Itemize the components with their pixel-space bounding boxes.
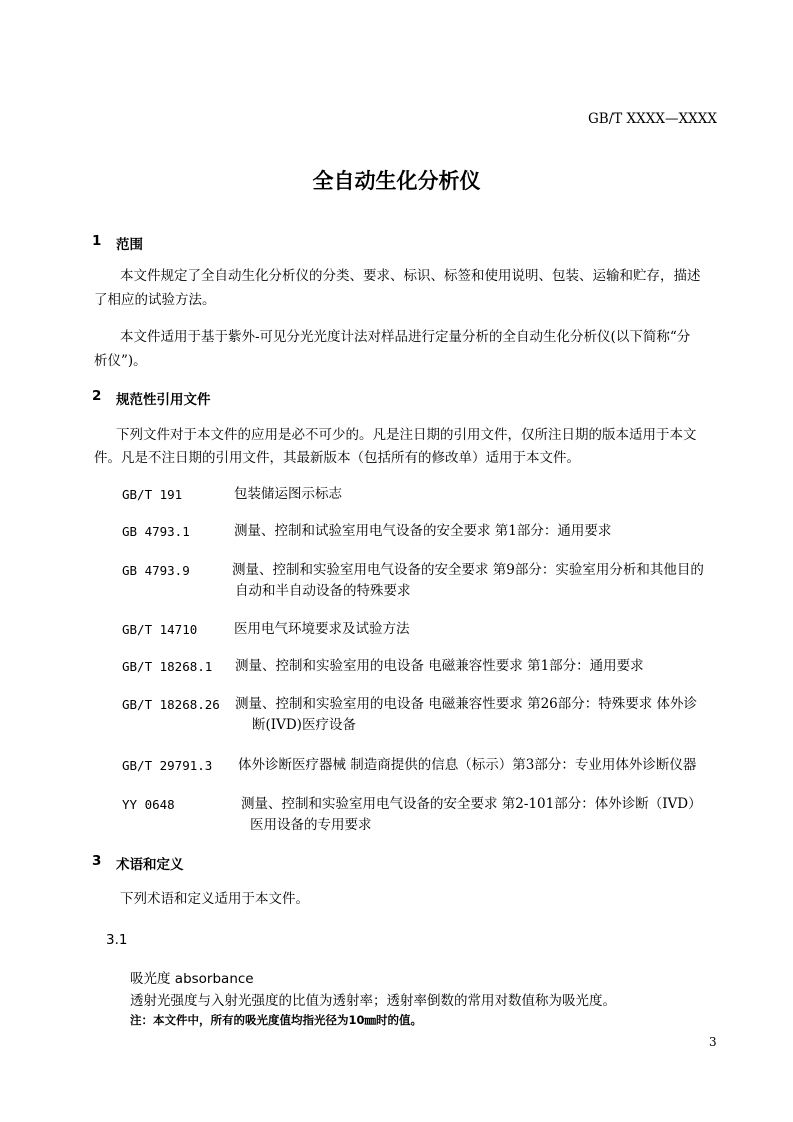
section-1-number: 1 <box>92 233 102 249</box>
reference-code: GB/T 18268.26 <box>122 697 220 712</box>
reference-title: 测量、控制和试验室用电气设备的安全要求 第1部分：通用要求 <box>234 523 612 539</box>
references-intro-line-2: 件。凡是不注日期的引用文件，其最新版本（包括所有的修改单）适用于本文件。 <box>94 450 580 466</box>
term-definition: 透射光强度与入射光强度的比值为透射率；透射率倒数的常用对数值称为吸光度。 <box>130 993 616 1009</box>
reference-title: 医用电气环境要求及试验方法 <box>234 621 410 637</box>
section-2-number: 2 <box>92 388 102 404</box>
reference-code: GB 4793.9 <box>122 563 190 578</box>
references-intro-line-1: 下列文件对于本文件的应用是必不可少的。凡是注日期的引用文件，仅所注日期的版本适用于本文 <box>116 427 697 443</box>
reference-title: 包装储运图示标志 <box>234 486 342 502</box>
terms-intro: 下列术语和定义适用于本文件。 <box>120 891 309 907</box>
reference-code: GB/T 29791.3 <box>122 758 213 773</box>
scope-paragraph-2-line-2: 析仪”)。 <box>94 353 147 369</box>
reference-code: GB/T 191 <box>122 487 183 502</box>
reference-title: 测量、控制和实验室用电气设备的安全要求 第9部分：实验室用分析和其他目的 <box>232 562 704 578</box>
reference-title-continued: 断(IVD)医疗设备 <box>252 717 356 733</box>
reference-code: YY 0648 <box>122 797 175 812</box>
scope-paragraph-2-line-1: 本文件适用于基于紫外-可见分光光度计法对样品进行定量分析的全自动生化分析仪(以下简称“分 <box>120 329 691 345</box>
page-number: 3 <box>709 1035 717 1049</box>
reference-title: 测量、控制和实验室用的电设备 电磁兼容性要求 第1部分：通用要求 <box>235 658 644 674</box>
term-name: 吸光度 absorbance <box>130 971 254 987</box>
reference-title-continued: 自动和半自动设备的特殊要求 <box>235 583 411 599</box>
reference-code: GB 4793.1 <box>122 524 190 539</box>
reference-title: 测量、控制和实验室用的电设备 电磁兼容性要求 第26部分：特殊要求 体外诊 <box>235 696 698 712</box>
reference-code: GB/T 14710 <box>122 622 198 637</box>
section-2-heading: 规范性引用文件 <box>116 392 211 408</box>
document-title: 全自动生化分析仪 <box>312 169 481 193</box>
reference-title: 体外诊断医疗器械 制造商提供的信息（标示）第3部分：专业用体外诊断仪器 <box>238 757 697 773</box>
section-3-number: 3 <box>92 853 102 869</box>
scope-paragraph-1-line-1: 本文件规定了全自动生化分析仪的分类、要求、标识、标签和使用说明、包装、运输和贮存，描述 <box>120 268 701 284</box>
subclause-number: 3.1 <box>106 932 128 948</box>
reference-title: 测量、控制和实验室用电气设备的安全要求 第2-101部分：体外诊断（IVD） <box>241 796 702 812</box>
term-note: 注：本文件中，所有的吸光度值均指光径为10㎜时的值。 <box>130 1013 423 1027</box>
reference-title-continued: 医用设备的专用要求 <box>250 817 372 833</box>
section-1-heading: 范围 <box>116 237 143 253</box>
reference-code: GB/T 18268.1 <box>122 659 213 674</box>
scope-paragraph-1-line-2: 了相应的试验方法。 <box>94 292 216 308</box>
section-3-heading: 术语和定义 <box>116 857 184 873</box>
standard-code: GB/T XXXX—XXXX <box>588 111 717 127</box>
